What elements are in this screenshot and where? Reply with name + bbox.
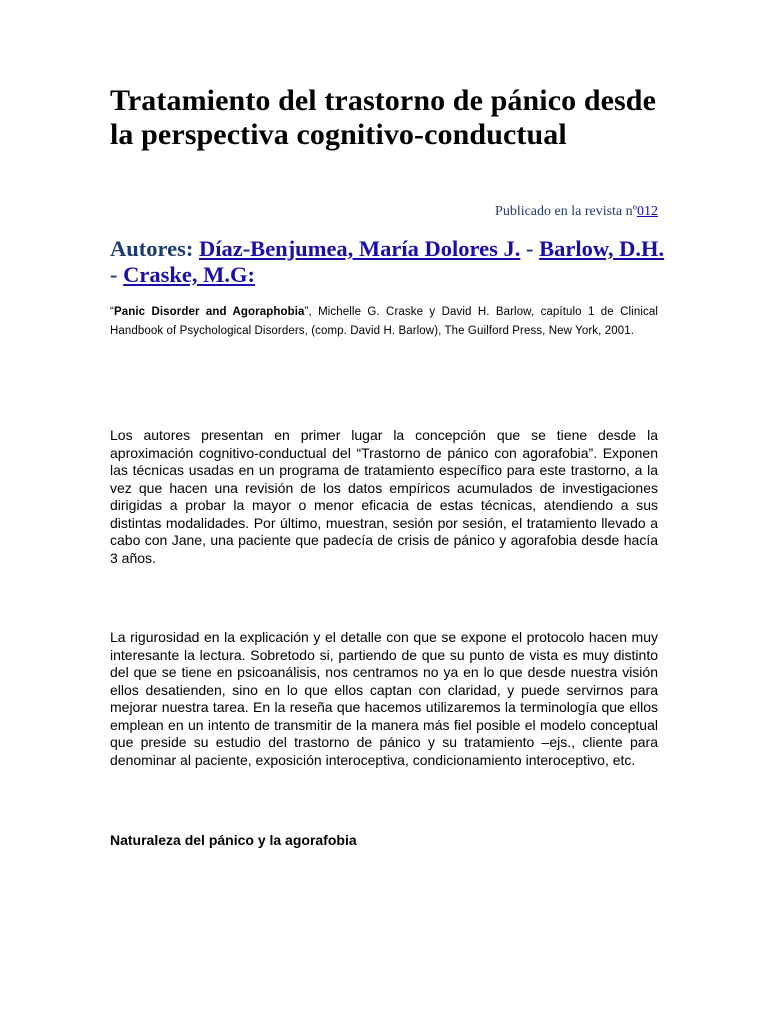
citation-details: ”, Michelle G. Craske y David H. Barlow, capítulo 1 de Clinical Handbook of Psychological Disorders, (comp. David H. Barlow), The Guilford Press, New York, 2001.: [110, 306, 658, 337]
citation-book-title: Panic Disorder and Agoraphobia: [113, 306, 305, 318]
author-link-diaz-benjumea[interactable]: Díaz-Benjumea, María Dolores J.: [198, 236, 521, 261]
author-link-craske[interactable]: Craske, M.G:: [123, 262, 255, 287]
issue-link[interactable]: 012: [637, 204, 658, 219]
authors-line: [110, 236, 670, 288]
author-separator: -: [520, 236, 540, 261]
book-citation: [110, 303, 658, 341]
body-paragraph-2: La rigurosidad en la explicación y el detalle con que se expone el protocolo hacen muy interesante la lectura. Sobretodo si, partiendo de que su punto de vista es muy distinto del que se tiene en psicoanálisis, nos centramos no ya en lo que desde nuestra visión ellos desatienden, sino en lo que ellos captan con claridad, y puede servirnos para mejorar nuestra tarea. En la reseña que hacemos utilizaremos la terminología que ellos emplean en un intento de transmitir de la manera más fiel posible el modelo conceptual que preside su estudio del trastorno de pánico y su tratamiento –ejs., cliente para denominar al paciente, exposición interoceptiva, condicionamiento interoceptivo, etc.: [110, 629, 658, 768]
citation-open-quote: “: [110, 306, 114, 318]
author-separator: -: [110, 262, 124, 287]
published-note: [495, 204, 658, 220]
page-title: Tratamiento del trastorno de pánico desde la perspectiva cognitivo-conductual: [110, 84, 657, 151]
published-label: Publicado en la revista nº: [495, 204, 637, 219]
author-link-barlow[interactable]: Barlow, D.H.: [539, 236, 665, 261]
authors-label: Autores:: [110, 236, 199, 261]
body-paragraph-1: Los autores presentan en primer lugar la concepción que se tiene desde la aproximación cognitivo-conductual del “Trastorno de pánico con agorafobia”. Exponen las técnicas usadas en un programa de tratamiento específico para este trastorno, a la vez que hacen una revisión de los datos empíricos acumulados de investigaciones dirigidas a probar la mayor o menor eficacia de estas técnicas, atendiendo a sus distintas modalidades. Por último, muestran, sesión por sesión, el tratamiento llevado a cabo con Jane, una paciente que padecía de crisis de pánico y agorafobia desde hacía 3 años.: [110, 427, 658, 566]
section-heading: Naturaleza del pánico y la agorafobia: [110, 832, 357, 848]
